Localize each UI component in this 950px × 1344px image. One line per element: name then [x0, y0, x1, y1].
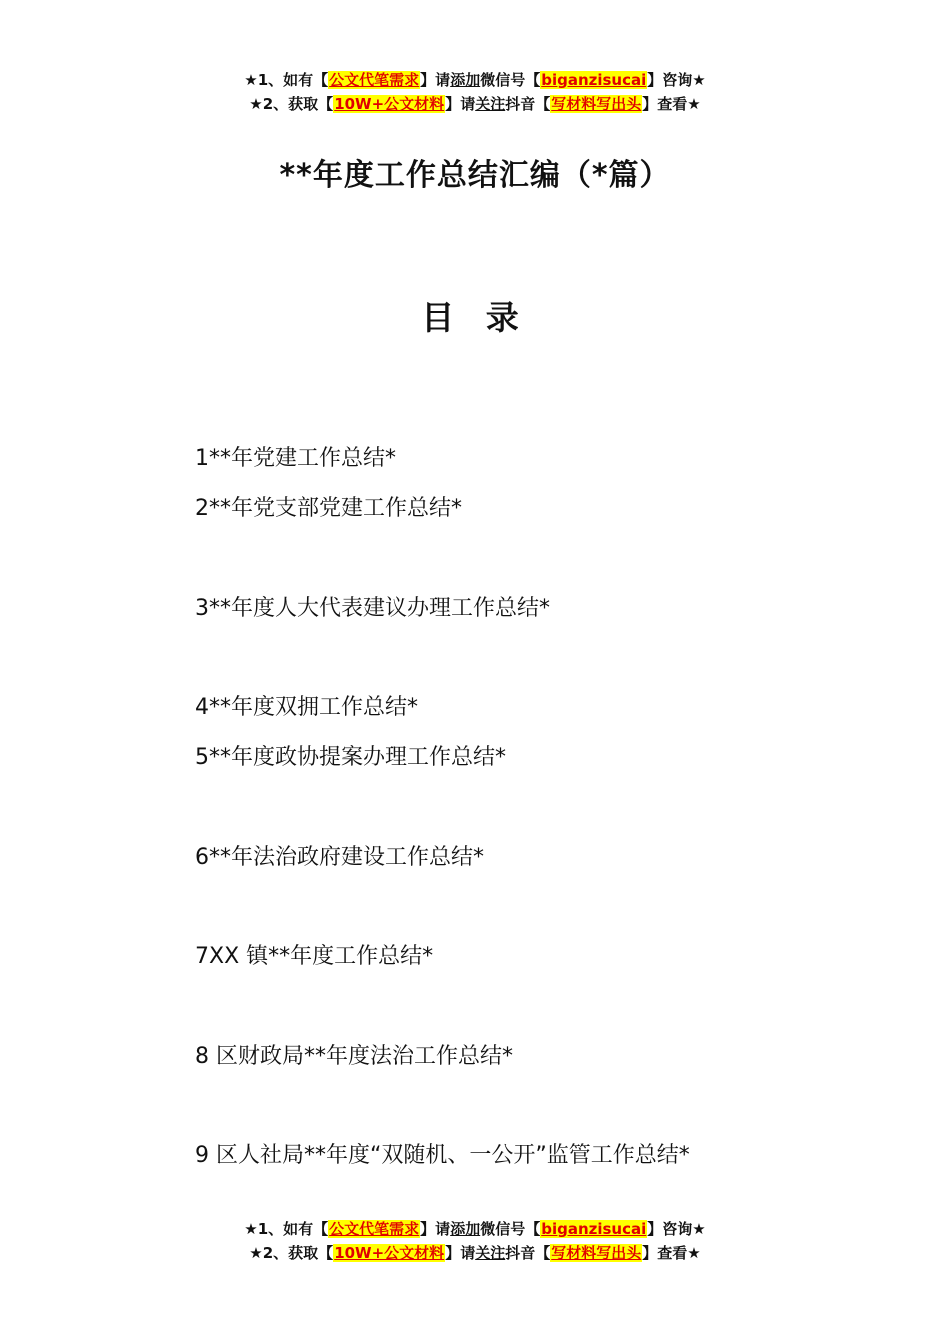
toc-item: 5**年度政协提案办理工作总结* — [195, 745, 506, 770]
banner-line-2 — [0, 1241, 950, 1265]
service-highlight: 公文代笔需求 — [329, 1220, 420, 1238]
wechat-id-highlight: biganzisucai — [541, 1220, 647, 1238]
banner-line-1-prefix: ★1、如有【 — [244, 1220, 329, 1238]
add-emphasis: 添加 — [450, 71, 481, 89]
toc-heading: 目 录 — [421, 298, 529, 337]
toc-item: 7XX 镇**年度工作总结* — [195, 944, 434, 969]
banner-line-2-text-2: 抖音【 — [505, 1244, 551, 1262]
top-banner — [0, 68, 950, 116]
banner-line-1-suffix: 】咨询★ — [647, 1220, 706, 1238]
banner-line-2 — [0, 92, 950, 116]
banner-line-2-suffix: 】查看★ — [642, 95, 701, 113]
banner-line-1-suffix: 】咨询★ — [647, 71, 706, 89]
toc-item: 3**年度人大代表建议办理工作总结* — [195, 596, 550, 621]
douyin-account-highlight: 写材料写出头 — [551, 95, 642, 113]
banner-line-2-suffix: 】查看★ — [642, 1244, 701, 1262]
banner-line-1-text-2: 微信号【 — [480, 1220, 541, 1238]
toc-item: 4**年度双拥工作总结* — [195, 695, 418, 720]
service-highlight: 公文代笔需求 — [329, 71, 420, 89]
banner-line-1 — [0, 68, 950, 92]
wechat-id-highlight: biganzisucai — [541, 71, 647, 89]
toc-item: 9 区人社局**年度“双随机、一公开”监管工作总结* — [195, 1143, 690, 1168]
toc-item: 1**年党建工作总结* — [195, 446, 396, 471]
banner-line-1-text: 】请 — [420, 1220, 451, 1238]
banner-line-1-text: 】请 — [420, 71, 451, 89]
materials-highlight: 10W+公文材料 — [334, 95, 445, 113]
banner-line-1 — [0, 1217, 950, 1241]
banner-line-2-prefix: ★2、获取【 — [249, 95, 334, 113]
banner-line-2-text: 】请 — [445, 95, 476, 113]
douyin-account-highlight: 写材料写出头 — [551, 1244, 642, 1262]
toc-item: 8 区财政局**年度法治工作总结* — [195, 1044, 513, 1069]
banner-line-2-text: 】请 — [445, 1244, 476, 1262]
document-title: **年度工作总结汇编（*篇） — [279, 158, 671, 193]
add-emphasis: 添加 — [450, 1220, 481, 1238]
banner-line-1-text-2: 微信号【 — [480, 71, 541, 89]
banner-line-2-prefix: ★2、获取【 — [249, 1244, 334, 1262]
banner-line-2-text-2: 抖音【 — [505, 95, 551, 113]
banner-line-1-prefix: ★1、如有【 — [244, 71, 329, 89]
toc-item: 6**年法治政府建设工作总结* — [195, 845, 484, 870]
toc-item: 2**年党支部党建工作总结* — [195, 496, 462, 521]
materials-highlight: 10W+公文材料 — [334, 1244, 445, 1262]
follow-emphasis: 关注 — [475, 95, 506, 113]
follow-emphasis: 关注 — [475, 1244, 506, 1262]
bottom-banner — [0, 1217, 950, 1265]
